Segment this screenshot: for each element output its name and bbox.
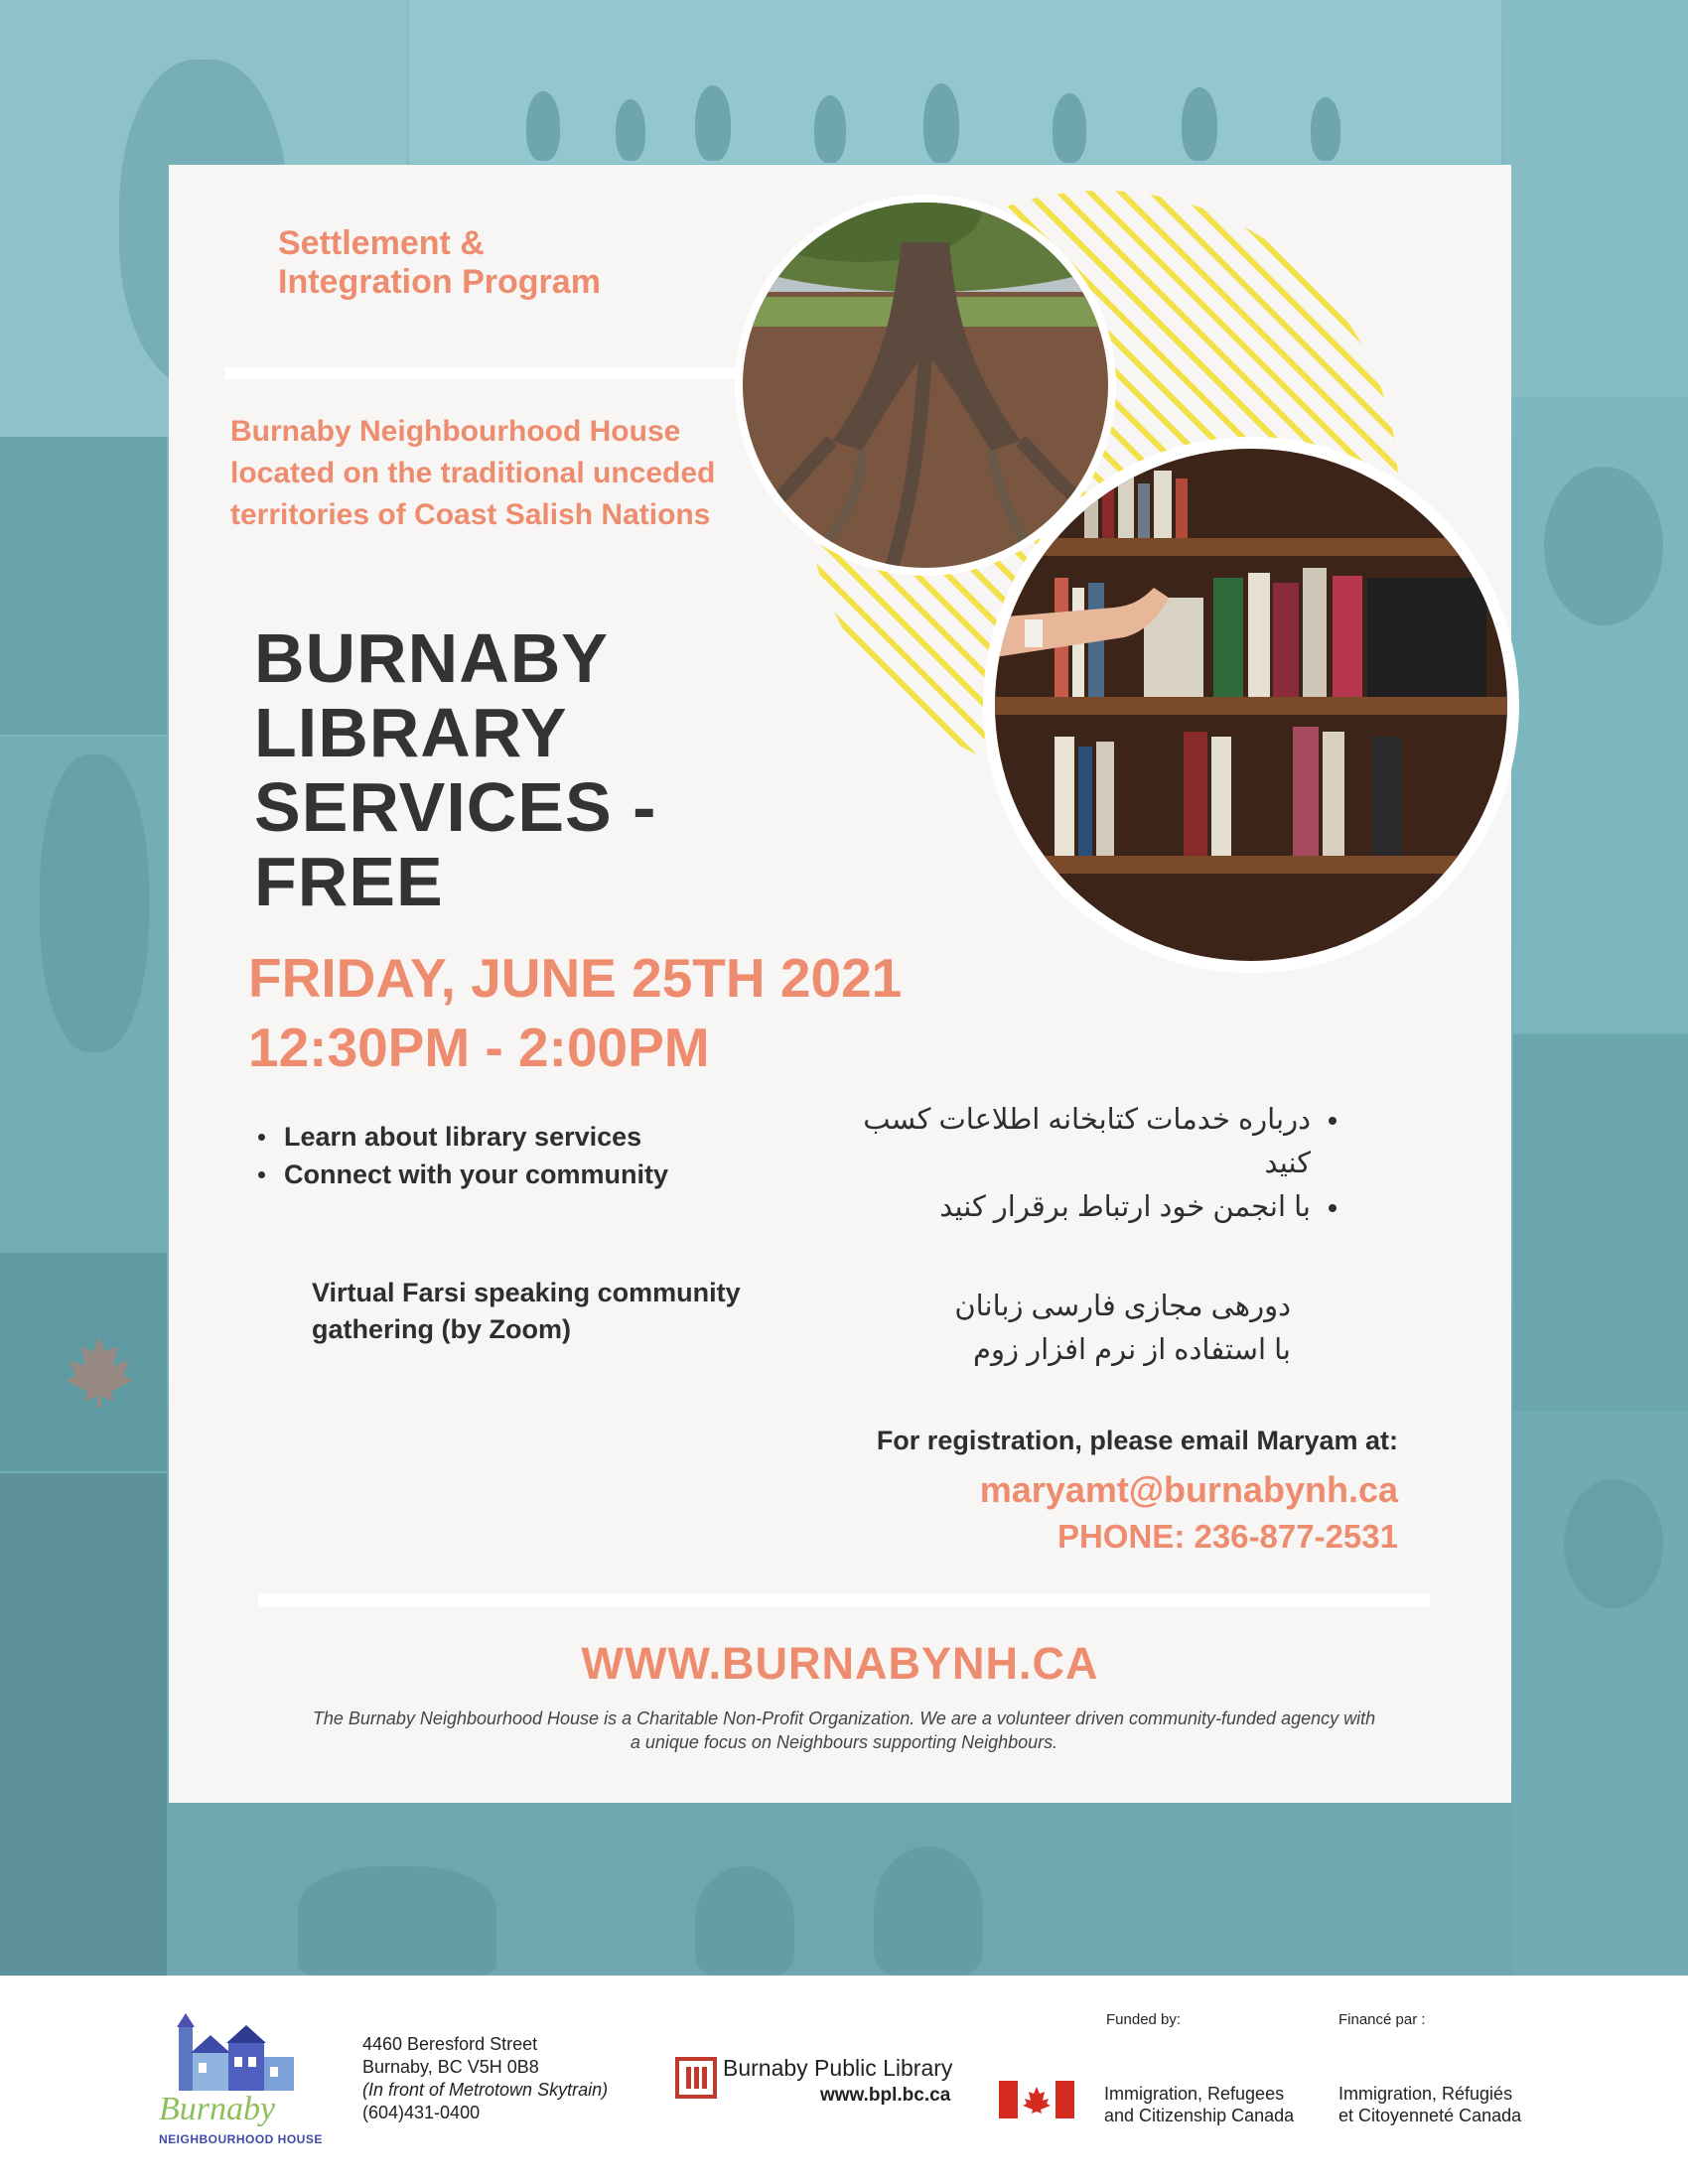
- bnh-logo-word: Burnaby: [159, 2091, 276, 2127]
- ircc-fr-line: Immigration, Réfugiés: [1338, 2084, 1513, 2104]
- virtual-gathering-en: Virtual Farsi speaking community gathering (by Zoom): [312, 1278, 741, 1344]
- tree-illustration: [743, 203, 1108, 568]
- virtual-gathering-fa: [864, 1285, 1291, 1372]
- divider: [258, 1594, 1430, 1606]
- address-line: Burnaby, BC V5H 0B8: [362, 2057, 539, 2077]
- bookshelf-illustration: [995, 449, 1507, 961]
- phone-number: PHONE: 236-877-2531: [1056, 1518, 1398, 1555]
- finance-par-label: Financé par :: [1338, 2011, 1426, 2028]
- ircc-fr: [1338, 2083, 1521, 2126]
- address-line: 4460 Beresford Street: [362, 2034, 538, 2054]
- list-item: Connect with your community: [256, 1156, 668, 1193]
- houses-icon: [169, 2011, 318, 2101]
- flyer-card: [169, 165, 1511, 1803]
- collage-photo-crowd: [0, 1473, 167, 1976]
- disclaimer: The Burnaby Neighbourhood House is a Charitable Non-Profit Organization. We are a volunteer driven community-funded agency with a unique focus on Neighbours supporting Neighbours.: [312, 1708, 1376, 1752]
- bnh-address: [362, 2033, 660, 2124]
- territory-acknowledgement: Burnaby Neighbourhood House located on the traditional unceded territories of Coast Salish Nations: [230, 415, 716, 531]
- list-item: درباره خدمات کتابخانه اطلاعات کسب کنید: [824, 1098, 1340, 1185]
- bullet-list-en: [256, 1118, 668, 1193]
- event-title: BURNABY LIBRARY SERVICES - FREE: [254, 619, 657, 920]
- funded-by-label: Funded by:: [1106, 2011, 1182, 2028]
- bnh-logo-sub: NEIGHBOURHOOD HOUSE: [159, 2132, 323, 2146]
- collage-photo-statue: [1513, 1034, 1688, 1412]
- divider: [225, 367, 762, 379]
- website-link[interactable]: WWW.BURNABYNH.CA: [581, 1638, 1099, 1689]
- bullet-list-fa: [824, 1098, 1340, 1229]
- list-item: Learn about library services: [256, 1118, 668, 1156]
- email-link[interactable]: maryamt@burnabynh.ca: [979, 1469, 1398, 1510]
- footer: [0, 1976, 1688, 2184]
- maple-leaf-icon: [60, 1330, 139, 1410]
- event-datetime: [248, 943, 1142, 1082]
- program-name: Settlement & Integration Program: [278, 224, 601, 301]
- virtual-gathering-fa-line2: با استفاده از نرم افزار زوم: [973, 1334, 1291, 1366]
- ircc-en-line: Immigration, Refugees: [1104, 2084, 1285, 2104]
- list-item: با انجمن خود ارتباط برقرار کنید: [824, 1185, 1340, 1229]
- collage-photo-hill: [1503, 0, 1688, 397]
- address-line: (In front of Metrotown Skytrain): [362, 2080, 609, 2100]
- library-url[interactable]: www.bpl.bc.ca: [820, 2085, 951, 2106]
- ircc-en: [1104, 2083, 1294, 2126]
- registration-label: For registration, please email Maryam at:: [876, 1426, 1398, 1455]
- library-logo-icon: [675, 2057, 717, 2099]
- ircc-fr-line: et Citoyenneté Canada: [1338, 2106, 1522, 2125]
- ircc-en-line: and Citizenship Canada: [1104, 2106, 1295, 2125]
- library-name: Burnaby Public Library: [723, 2055, 953, 2081]
- canada-flag-icon: [999, 2081, 1074, 2118]
- collage-photo-father: [0, 437, 167, 735]
- virtual-gathering-fa-line1: دورهی مجازی فارسی زبانان: [954, 1291, 1291, 1322]
- bnh-logo: [159, 2011, 338, 2160]
- bookshelf-photo: [983, 437, 1519, 973]
- event-time: 12:30PM - 2:00PM: [248, 1017, 710, 1078]
- phone-line: (604)431-0400: [362, 2103, 481, 2122]
- event-date: FRIDAY, JUNE 25TH 2021: [248, 947, 903, 1009]
